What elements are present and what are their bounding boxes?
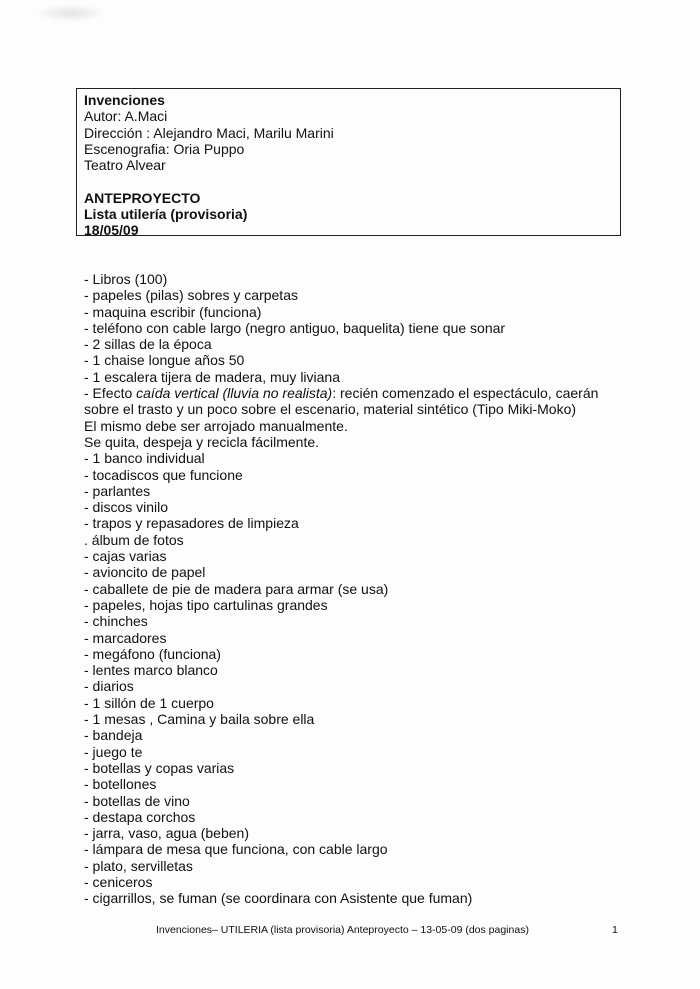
effect-line: Se quita, despeja y recicla fácilmente. <box>84 433 320 450</box>
footer-text: Invenciones– UTILERIA (lista provisoria) Anteproyecto – 13-05-09 (dos paginas) <box>156 924 529 936</box>
list-item: - botellas de vino <box>84 792 190 809</box>
list-item: - marcadores <box>84 629 167 646</box>
list-item: - parlantes <box>84 482 151 499</box>
list-item: - plato, servilletas <box>84 857 193 874</box>
list-item: - lámpara de mesa que funciona, con cable largo <box>84 841 388 858</box>
author-line: Autor: A.Maci <box>84 108 168 125</box>
list-item: - papeles (pilas) sobres y carpetas <box>84 287 298 304</box>
effect-italic: caída vertical (lluvia no realista) <box>136 385 333 402</box>
effect-item <box>84 385 644 401</box>
list-item: - jarra, vaso, agua (beben) <box>84 825 249 842</box>
list-item: - 1 mesas , Camina y baila sobre ella <box>84 711 315 728</box>
list-item: - teléfono con cable largo (negro antiguo, baquelita) tiene que sonar <box>84 319 506 336</box>
effect-prefix: - Efecto <box>84 385 137 402</box>
props-list <box>84 271 644 907</box>
list-item: . álbum de fotos <box>84 531 184 548</box>
scan-smudge <box>36 4 106 22</box>
header-spacer <box>84 173 620 189</box>
list-item: - diarios <box>84 678 134 695</box>
list-label: Lista utilería (provisoria) <box>84 206 248 223</box>
list-item: - 1 escalera tijera de madera, muy liviana <box>84 368 341 385</box>
list-item: - lentes marco blanco <box>84 662 218 679</box>
effect-line: sobre el trasto y un poco sobre el escenario, material sintético (Tipo Miki-Moko) <box>84 401 577 418</box>
list-item: - Libros (100) <box>84 271 168 287</box>
direction-line: Dirección : Alejandro Maci, Marilu Marini <box>84 124 334 141</box>
list-item: - maquina escribir (funciona) <box>84 303 262 320</box>
list-item: - 1 banco individual <box>84 450 205 467</box>
theater-line: Teatro Alvear <box>84 157 166 174</box>
page-number: 1 <box>612 924 618 936</box>
project-label: ANTEPROYECTO <box>84 189 201 206</box>
list-item: - botellas y copas varias <box>84 759 235 776</box>
list-item: - juego te <box>84 743 143 760</box>
list-item: - megáfono (funciona) <box>84 645 221 662</box>
list-item: - 1 chaise longue años 50 <box>84 352 245 369</box>
list-item: - bandeja <box>84 727 143 744</box>
list-item: - botellones <box>84 776 157 793</box>
list-item: - ceniceros <box>84 873 153 890</box>
list-item: - chinches <box>84 613 148 630</box>
list-item: - discos vinilo <box>84 499 169 516</box>
header-box <box>76 88 621 239</box>
list-item: - avioncito de papel <box>84 564 206 581</box>
list-item: - trapos y repasadores de limpieza <box>84 515 299 532</box>
document-date: 18/05/09 <box>84 222 139 239</box>
list-item: - 1 sillón de 1 cuerpo <box>84 694 214 711</box>
list-item: - tocadiscos que funcione <box>84 466 243 483</box>
list-item: - caballete de pie de madera para armar (se usa) <box>84 580 389 597</box>
list-item: - destapa corchos <box>84 808 196 825</box>
list-item: - cajas varias <box>84 548 167 565</box>
effect-suffix: : recién comenzado el espectáculo, caerán <box>332 385 599 402</box>
list-item: - papeles, hojas tipo cartulinas grandes <box>84 596 328 613</box>
effect-line: El mismo debe ser arrojado manualmente. <box>84 417 348 434</box>
list-item: - 2 sillas de la época <box>84 336 212 353</box>
scenography-line: Escenografia: Oria Puppo <box>84 140 245 157</box>
list-item: - cigarrillos, se fuman (se coordinara con Asistente que fuman) <box>84 890 473 907</box>
document-title: Invenciones <box>84 92 165 108</box>
